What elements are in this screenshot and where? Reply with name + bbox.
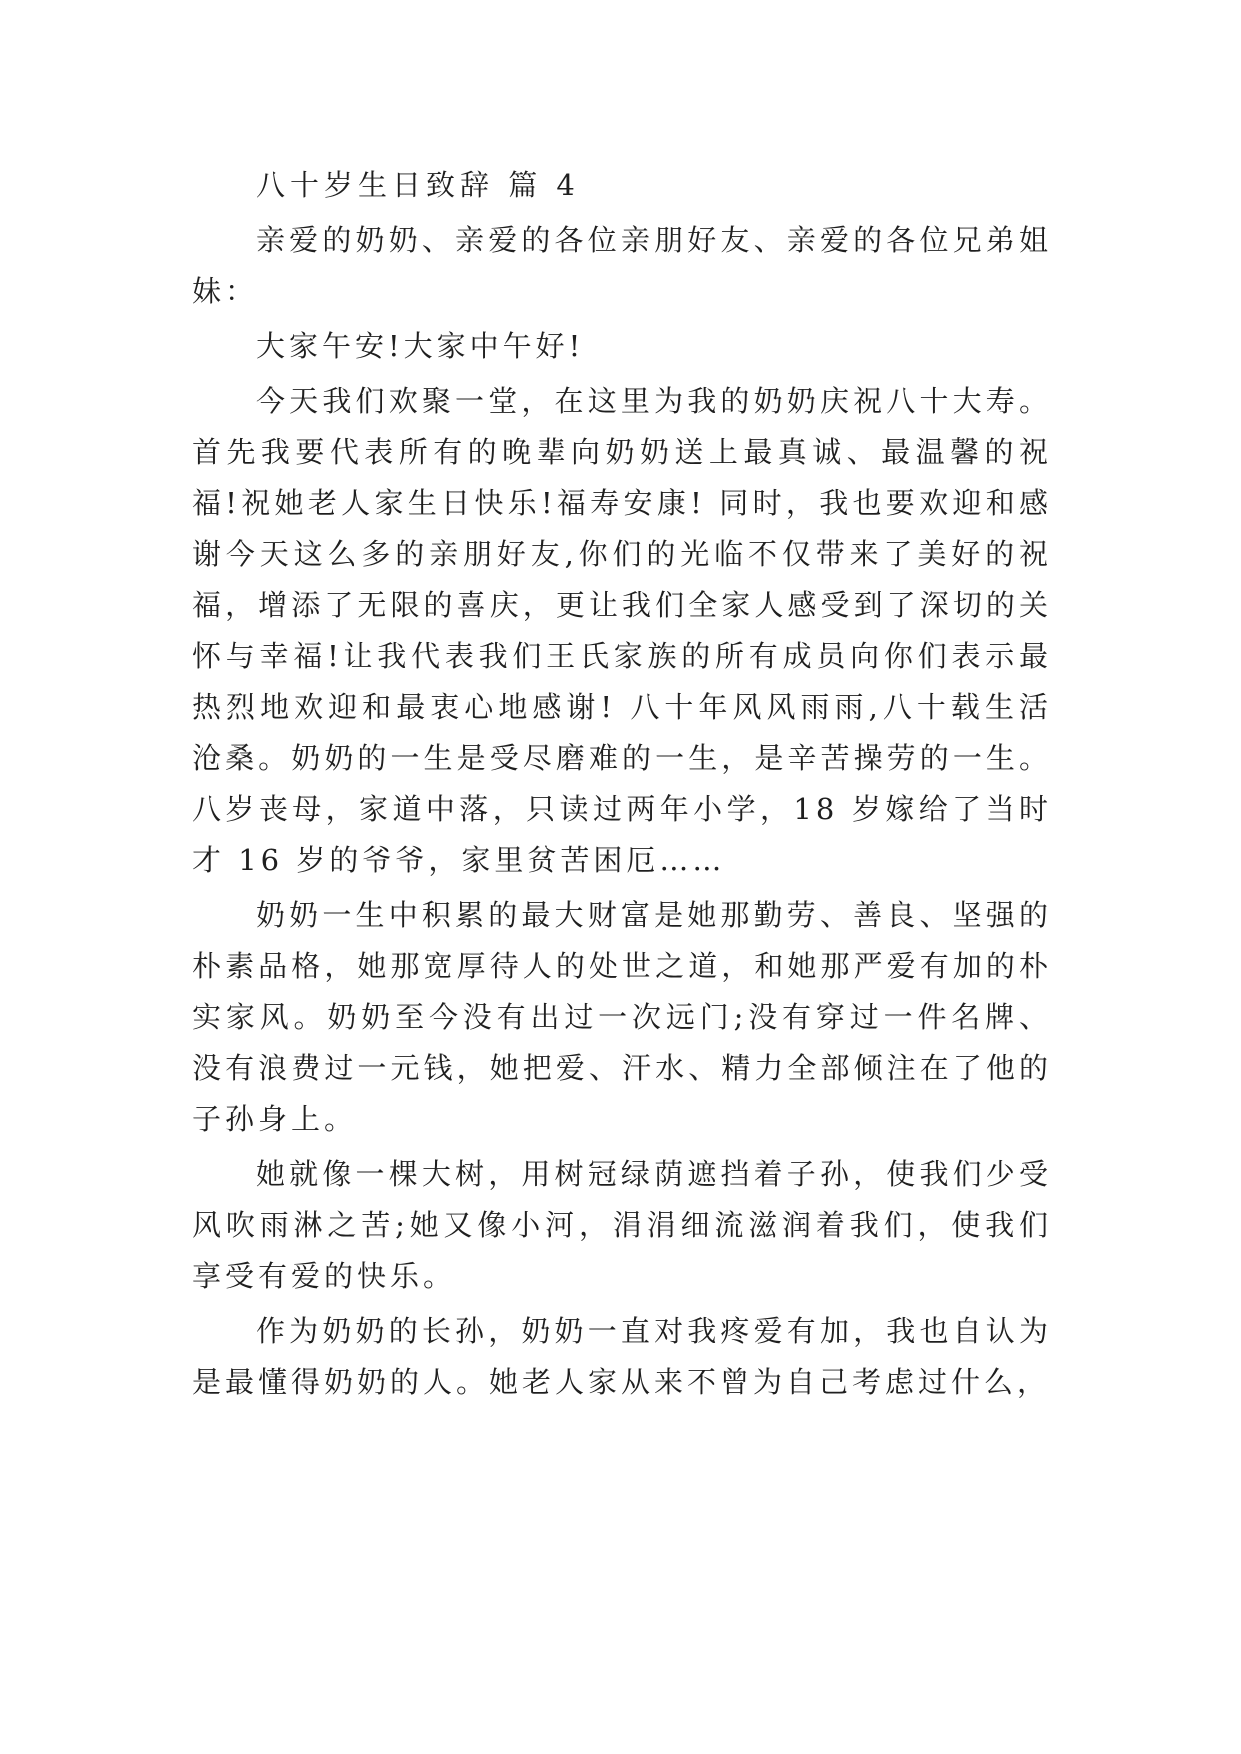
- paragraph-celebration: 今天我们欢聚一堂，在这里为我的奶奶庆祝八十大寿。首先我要代表所有的晚辈向奶奶送上最真诚、最温馨的祝福!祝她老人家生日快乐!福寿安康! 同时，我也要欢迎和感谢今天这么多的亲朋好友,你们的光临不仅带来了美好的祝福，增添了无限的喜庆，更让我们全家人感受到了深切的关怀与幸福!让我代表我们王氏家族的所有成员向你们表示最热烈地欢迎和最衷心地感谢! 八十年风风雨雨,八十载生活沧桑。奶奶的一生是受尽磨难的一生，是辛苦操劳的一生。八岁丧母，家道中落，只读过两年小学，18 岁嫁给了当时才 16 岁的爷爷，家里贫苦困厄……: [192, 384, 1052, 877]
- paragraph-grandson: 作为奶奶的长孙，奶奶一直对我疼爱有加，我也自认为是最懂得奶奶的人。她老人家从来不曾为自己考虑过什么，: [192, 1314, 1052, 1399]
- paragraph-tree-river: 她就像一棵大树，用树冠绿荫遮挡着子孙，使我们少受风吹雨淋之苦;她又像小河，涓涓细流滋润着我们，使我们享受有爱的快乐。: [192, 1157, 1052, 1293]
- paragraph-greeting: 大家午安!大家中午好!: [256, 329, 585, 363]
- document-body: [192, 160, 1052, 1408]
- document-title: 八十岁生日致辞 篇 4: [256, 168, 580, 202]
- paragraph-character: 奶奶一生中积累的最大财富是她那勤劳、善良、坚强的朴素品格，她那宽厚待人的处世之道，和她那严爱有加的朴实家风。奶奶至今没有出过一次远门;没有穿过一件名牌、没有浪费过一元钱，她把爱、汗水、精力全部倾注在了他的子孙身上。: [192, 898, 1052, 1136]
- paragraph-salutation: 亲爱的奶奶、亲爱的各位亲朋好友、亲爱的各位兄弟姐妹：: [192, 223, 1052, 308]
